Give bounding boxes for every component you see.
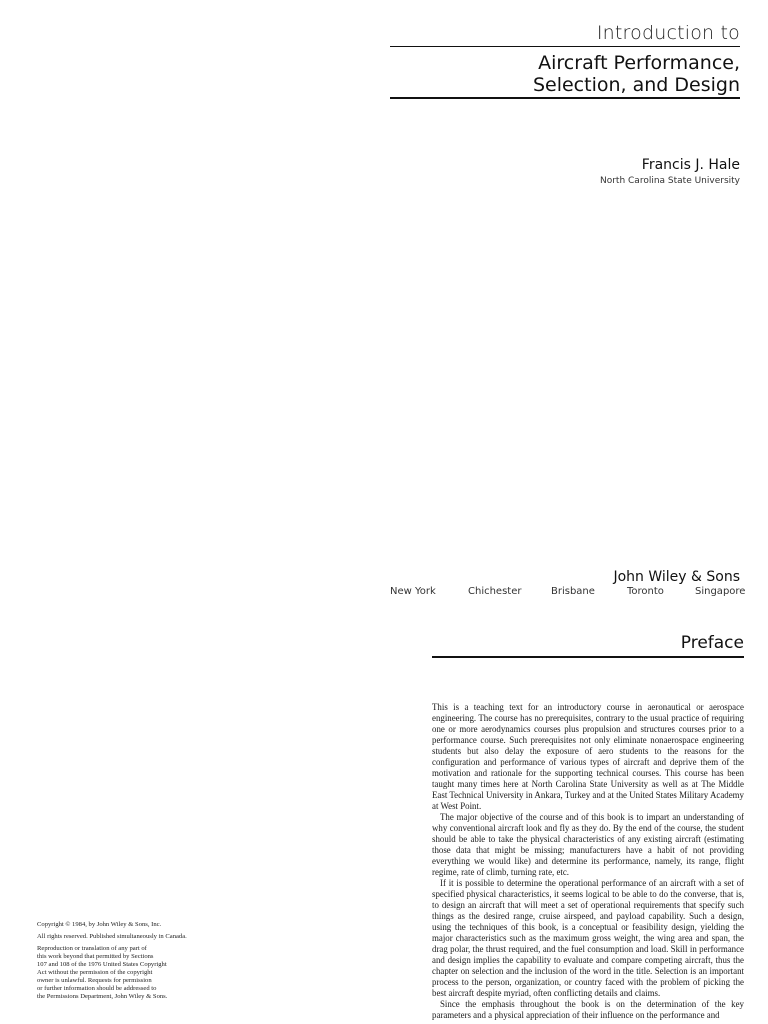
- title-rule-bottom: [390, 97, 740, 99]
- copyright-block: [37, 921, 237, 1001]
- reproduction-line: Reproduction or translation of any part of: [37, 945, 147, 952]
- reproduction-line: 107 and 108 of the 1976 United States Copyright: [37, 961, 167, 968]
- book-title-line-1: Aircraft Performance,: [538, 52, 740, 74]
- preface-body: [432, 702, 744, 1021]
- reproduction-line: owner is unlawful. Requests for permission: [37, 977, 152, 984]
- reproduction-notice: [37, 945, 237, 1001]
- author-name: Francis J. Hale: [641, 157, 740, 173]
- preface-heading: Preface: [680, 633, 744, 653]
- preface-paragraph: The major objective of the course and of this book is to impart an understanding of why conventional aircraft look and fly as they do. By the end of the course, the student should be able to take the physical characteristics of any existing aircraft (estimating those data that might be missing; manufacturers have a habit of not providing everything we would like) and determine its performance, namely, its range, flight regime, rate of climb, turning rate, etc.: [432, 812, 744, 877]
- preface-paragraph: This is a teaching text for an introductory course in aeronautical or aerospace engineering. The course has no prerequisites, contrary to the usual practice of requiring one or more aerodynamics courses plus propulsion and structures courses prior to a performance course. Such prerequisites not only eliminate nonaerospace engineering students but also delay the exposure of aero students to the reasons for the configuration and performance of various types of aircraft and deprive them of the motivation and rationale for the supporting technical courses. This course has been taught many times here at North Carolina State University as well as at The Middle East Technical University in Ankara, Turkey and at the United States Military Academy at West Point.: [432, 702, 744, 811]
- book-title-line-2: Selection, and Design: [532, 74, 740, 96]
- publisher-city: Brisbane: [551, 586, 595, 597]
- title-intro: Introduction to: [596, 22, 740, 44]
- preface-rule: [432, 656, 744, 658]
- reproduction-line: or further information should be addressed to: [37, 985, 157, 992]
- publisher-city: Chichester: [468, 586, 522, 597]
- reproduction-line: Act without the permission of the copyright: [37, 969, 153, 976]
- publisher-city: New York: [390, 586, 436, 597]
- reproduction-line: this work beyond that permitted by Sections: [37, 953, 154, 960]
- preface-paragraph: Since the emphasis throughout the book is on the determination of the key parameters and a physical appreciation of their influence on the performance and: [432, 999, 744, 1020]
- publisher-city: Toronto: [627, 586, 664, 597]
- author-affiliation: North Carolina State University: [599, 176, 740, 186]
- publisher-city: Singapore: [695, 586, 746, 597]
- publisher-name: John Wiley & Sons: [613, 569, 740, 585]
- preface-paragraph: If it is possible to determine the operational performance of an aircraft with a set of specified physical characteristics, it seems logical to be able to do the converse, that is, to design an aircraft that will meet a set of operational requirements that specify such things as the desired range, cruise airspeed, and payload capability. Such a design, using the techniques of this book, is a conceptual or feasibility design, yielding the major characteristics such as the maximum gross weight, the wing area and span, the drag polar, the thrust required, and the fuel consumption and load. Skill in performance and design implies the capability to evaluate and compare competing aircraft, thus the chapter on selection and the inclusion of the word in the title. Selection is an important process to the person, organization, or country faced with the problem of picking the best aircraft despite myriad, often conflicting details and claims.: [432, 878, 744, 998]
- title-rule-top: [390, 46, 740, 47]
- reproduction-line: the Permissions Department, John Wiley & Sons.: [37, 993, 168, 1000]
- rights-line: All rights reserved. Published simultaneously in Canada.: [37, 933, 187, 940]
- copyright-line: Copyright © 1984, by John Wiley & Sons, Inc.: [37, 921, 162, 928]
